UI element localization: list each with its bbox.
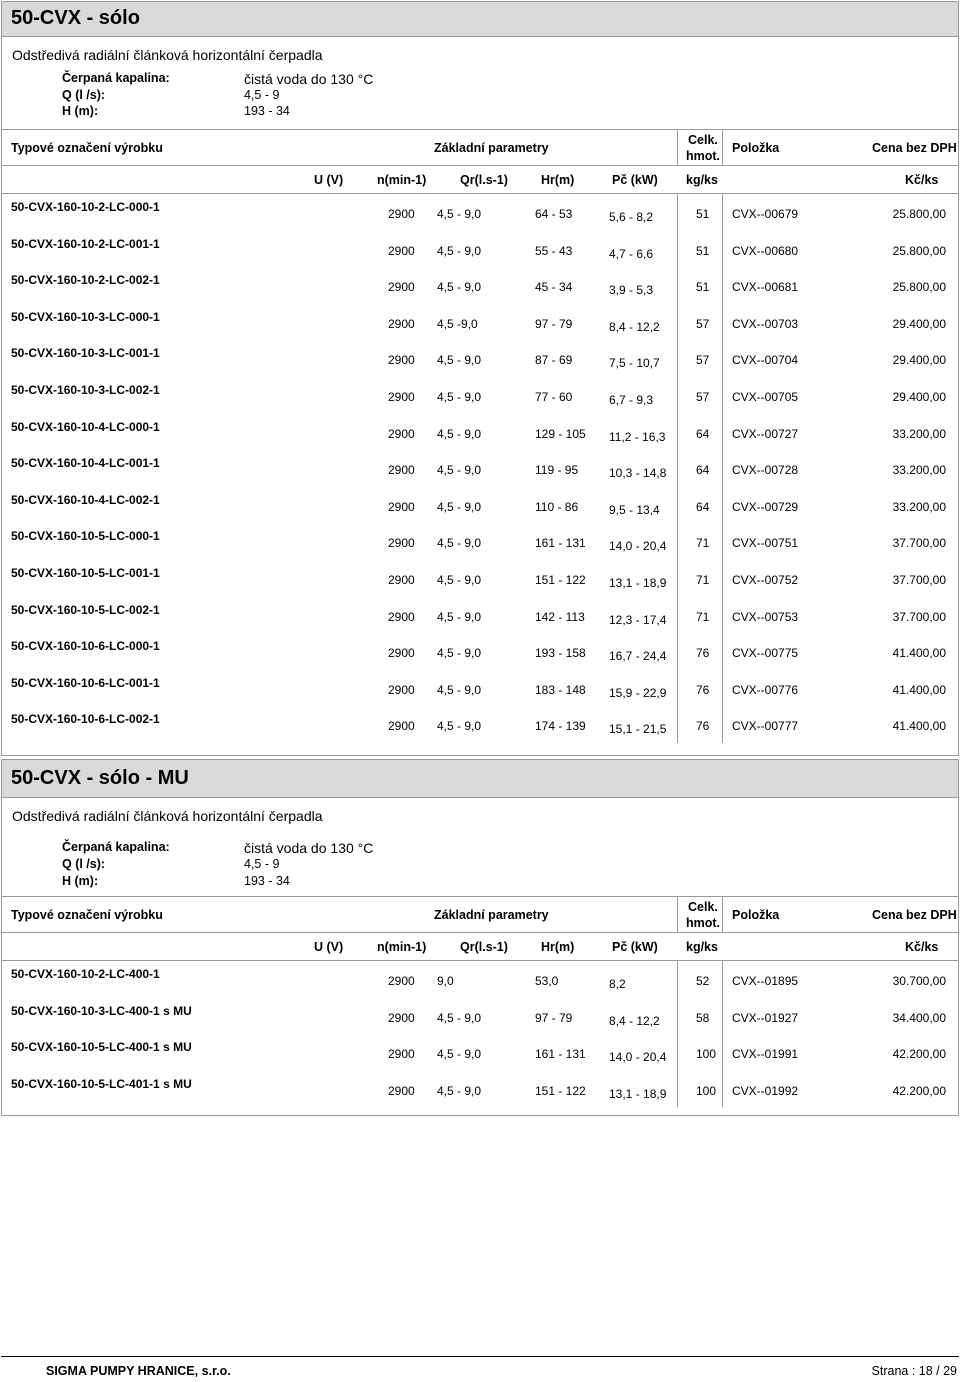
cell-item: CVX--00752 xyxy=(732,572,799,587)
header-pc: Pč (kW) xyxy=(612,173,658,187)
header-celk: Celk. xyxy=(688,133,718,147)
header-n: n(min-1) xyxy=(377,940,427,954)
prop-value-q: 4,5 - 9 xyxy=(244,88,280,102)
cell-item: CVX--00728 xyxy=(732,463,799,478)
cell-code: 50-CVX-160-10-6-LC-002-1 xyxy=(11,712,160,727)
cell-item: CVX--00776 xyxy=(732,682,799,697)
cell-item: CVX--00705 xyxy=(732,389,799,404)
header-typ: Typové označení výrobku xyxy=(11,908,163,922)
cell-u: 2900 xyxy=(388,316,415,331)
cell-code: 50-CVX-160-10-3-LC-002-1 xyxy=(11,382,160,397)
cell-p: 8,4 - 12,2 xyxy=(609,319,660,334)
cell-kg: 71 xyxy=(696,536,710,551)
cell-h: 129 - 105 xyxy=(535,426,586,441)
cell-u: 2900 xyxy=(388,1083,415,1098)
cell-kg: 76 xyxy=(696,646,710,661)
cell-kg: 64 xyxy=(696,426,710,441)
cell-kg: 100 xyxy=(696,1083,717,1098)
cell-kg: 57 xyxy=(696,316,710,331)
header-hr: Hr(m) xyxy=(541,173,575,187)
cell-code: 50-CVX-160-10-4-LC-002-1 xyxy=(11,492,160,507)
cell-h: 55 - 43 xyxy=(535,243,573,258)
cell-h: 151 - 122 xyxy=(535,572,586,587)
cell-price: 41.400,00 xyxy=(892,646,946,661)
table-row xyxy=(2,414,958,451)
cell-kg: 71 xyxy=(696,609,710,624)
cell-q: 4,5 - 9,0 xyxy=(437,719,482,734)
section-cvx-solo-mu xyxy=(1,759,959,1116)
cell-p: 15,9 - 22,9 xyxy=(609,685,667,700)
cell-q: 4,5 - 9,0 xyxy=(437,280,482,295)
cell-u: 2900 xyxy=(388,1047,415,1062)
header-kg: kg/ks xyxy=(686,940,718,954)
cell-q: 4,5 - 9,0 xyxy=(437,1083,482,1098)
cell-item: CVX--01927 xyxy=(732,1010,799,1025)
cell-code: 50-CVX-160-10-4-LC-001-1 xyxy=(11,456,160,471)
cell-p: 11,2 - 16,3 xyxy=(609,429,666,444)
prop-label-q: Q (l /s): xyxy=(62,857,106,871)
footer-company: SIGMA PUMPY HRANICE, s.r.o. xyxy=(46,1364,231,1378)
table-row xyxy=(2,1071,958,1108)
cell-code: 50-CVX-160-10-3-LC-400-1 s MU xyxy=(11,1003,192,1018)
cell-kg: 76 xyxy=(696,682,710,697)
cell-h: 142 - 113 xyxy=(535,609,585,624)
cell-kg: 51 xyxy=(696,207,710,221)
cell-p: 9,5 - 13,4 xyxy=(609,502,660,517)
properties-block xyxy=(2,63,958,116)
cell-u: 2900 xyxy=(388,207,415,221)
cell-code: 50-CVX-160-10-2-LC-000-1 xyxy=(11,200,160,214)
table-header-row-2 xyxy=(2,166,958,194)
footer-page-number: Strana : 18 / 29 xyxy=(871,1364,957,1378)
cell-h: 64 - 53 xyxy=(535,207,573,221)
cell-item: CVX--00704 xyxy=(732,353,799,368)
cell-kg: 57 xyxy=(696,353,710,368)
cell-q: 4,5 - 9,0 xyxy=(437,572,482,587)
cell-u: 2900 xyxy=(388,243,415,258)
cell-h: 45 - 34 xyxy=(535,280,573,295)
cell-price: 33.200,00 xyxy=(892,499,946,514)
table-row xyxy=(2,706,958,743)
section-subtitle: Odstředivá radiální článková horizontální čerpadla xyxy=(12,808,323,824)
cell-u: 2900 xyxy=(388,463,415,478)
cell-h: 161 - 131 xyxy=(535,1047,586,1062)
cell-h: 174 - 139 xyxy=(535,719,586,734)
table-header-row-2 xyxy=(2,933,958,961)
cell-p: 13,1 - 18,9 xyxy=(609,575,667,590)
header-hmot: hmot. xyxy=(686,149,721,163)
cell-price: 34.400,00 xyxy=(892,1010,946,1025)
table-row xyxy=(2,633,958,670)
cell-p: 14,0 - 20,4 xyxy=(609,1050,667,1065)
cell-price: 37.700,00 xyxy=(892,572,946,587)
section-subtitle: Odstředivá radiální článková horizontální čerpadla xyxy=(12,47,323,63)
header-u: U (V) xyxy=(314,940,344,954)
cell-code: 50-CVX-160-10-6-LC-000-1 xyxy=(11,639,160,654)
cell-kg: 76 xyxy=(696,719,710,734)
cell-code: 50-CVX-160-10-6-LC-001-1 xyxy=(11,675,160,690)
cell-item: CVX--00777 xyxy=(732,719,799,734)
table-row xyxy=(2,670,958,707)
header-hr: Hr(m) xyxy=(541,940,575,954)
cell-p: 6,7 - 9,3 xyxy=(609,392,654,407)
header-zakladni: Základní parametry xyxy=(434,141,549,155)
cell-price: 29.400,00 xyxy=(892,316,946,331)
table-row xyxy=(2,377,958,414)
cell-u: 2900 xyxy=(388,719,415,734)
cell-q: 4,5 - 9,0 xyxy=(437,1010,482,1025)
cell-h: 161 - 131 xyxy=(535,536,586,551)
cell-h: 119 - 95 xyxy=(535,463,579,478)
cell-q: 4,5 - 9,0 xyxy=(437,1047,482,1062)
header-kc: Kč/ks xyxy=(905,940,939,954)
table-body xyxy=(2,961,958,1107)
prop-value-liquid: čistá voda do 130 °C xyxy=(244,71,374,87)
cell-p: 12,3 - 17,4 xyxy=(609,612,667,627)
cell-price: 25.800,00 xyxy=(892,280,946,295)
cell-u: 2900 xyxy=(388,499,415,514)
cell-item: CVX--00729 xyxy=(732,499,799,514)
table-row xyxy=(2,487,958,524)
cell-price: 29.400,00 xyxy=(892,389,946,404)
cell-p: 5,6 - 8,2 xyxy=(609,210,654,224)
header-celk: Celk. xyxy=(688,900,718,914)
cell-p: 7,5 - 10,7 xyxy=(609,356,660,371)
section-title: 50-CVX - sólo xyxy=(2,2,958,37)
cell-q: 9,0 xyxy=(437,974,454,988)
cell-p: 13,1 - 18,9 xyxy=(609,1086,667,1101)
cell-h: 193 - 158 xyxy=(535,646,586,661)
cell-price: 37.700,00 xyxy=(892,609,946,624)
header-polozka: Položka xyxy=(732,908,780,922)
footer-divider xyxy=(1,1356,959,1357)
cell-q: 4,5 - 9,0 xyxy=(437,207,482,221)
table-row xyxy=(2,998,958,1035)
table-row xyxy=(2,340,958,377)
header-cena: Cena bez DPH xyxy=(872,141,957,155)
header-qr: Qr(l.s-1) xyxy=(460,173,508,187)
cell-item: CVX--00727 xyxy=(732,426,799,441)
prop-value-liquid: čistá voda do 130 °C xyxy=(244,840,374,856)
cell-kg: 51 xyxy=(696,243,710,258)
cell-q: 4,5 - 9,0 xyxy=(437,536,482,551)
cell-kg: 64 xyxy=(696,499,710,514)
prop-value-q: 4,5 - 9 xyxy=(244,857,280,871)
cell-code: 50-CVX-160-10-5-LC-400-1 s MU xyxy=(11,1040,192,1055)
cell-code: 50-CVX-160-10-5-LC-000-1 xyxy=(11,529,160,544)
table-row xyxy=(2,231,958,268)
cell-h: 77 - 60 xyxy=(535,389,573,404)
cell-price: 25.800,00 xyxy=(892,243,946,258)
table-header-row-1 xyxy=(2,896,958,933)
prop-value-h: 193 - 34 xyxy=(244,874,290,888)
cell-h: 53,0 xyxy=(535,974,559,988)
table-header-row-1 xyxy=(2,129,958,166)
cell-h: 110 - 86 xyxy=(535,499,579,514)
cell-p: 8,4 - 12,2 xyxy=(609,1013,660,1028)
cell-price: 33.200,00 xyxy=(892,426,946,441)
table-body xyxy=(2,194,958,743)
cell-item: CVX--00679 xyxy=(732,207,799,221)
section-cvx-solo xyxy=(1,1,959,756)
cell-code: 50-CVX-160-10-5-LC-401-1 s MU xyxy=(11,1076,192,1091)
prop-label-q: Q (l /s): xyxy=(62,88,106,102)
cell-code: 50-CVX-160-10-2-LC-400-1 xyxy=(11,967,160,981)
prop-label-h: H (m): xyxy=(62,874,99,888)
cell-h: 97 - 79 xyxy=(535,1010,573,1025)
cell-code: 50-CVX-160-10-5-LC-001-1 xyxy=(11,565,160,580)
cell-code: 50-CVX-160-10-2-LC-002-1 xyxy=(11,273,160,288)
cell-item: CVX--01992 xyxy=(732,1083,799,1098)
cell-u: 2900 xyxy=(388,974,415,988)
section-title: 50-CVX - sólo - MU xyxy=(2,760,958,798)
cell-q: 4,5 - 9,0 xyxy=(437,243,482,258)
cell-kg: 71 xyxy=(696,572,710,587)
cell-u: 2900 xyxy=(388,426,415,441)
cell-kg: 64 xyxy=(696,463,710,478)
cell-h: 151 - 122 xyxy=(535,1083,586,1098)
cell-price: 33.200,00 xyxy=(892,463,946,478)
prop-value-h: 193 - 34 xyxy=(244,104,290,118)
cell-price: 42.200,00 xyxy=(892,1047,946,1062)
prop-label-liquid: Čerpaná kapalina: xyxy=(62,840,170,854)
cell-u: 2900 xyxy=(388,280,415,295)
cell-h: 183 - 148 xyxy=(535,682,586,697)
header-u: U (V) xyxy=(314,173,344,187)
cell-u: 2900 xyxy=(388,389,415,404)
cell-q: 4,5 - 9,0 xyxy=(437,389,482,404)
table-row xyxy=(2,450,958,487)
cell-price: 30.700,00 xyxy=(892,974,946,988)
table-row xyxy=(2,961,958,998)
prop-label-h: H (m): xyxy=(62,104,99,118)
cell-p: 15,1 - 21,5 xyxy=(609,722,667,737)
table-row xyxy=(2,560,958,597)
cell-item: CVX--00753 xyxy=(732,609,799,624)
header-kg: kg/ks xyxy=(686,173,718,187)
cell-q: 4,5 - 9,0 xyxy=(437,682,482,697)
header-kc: Kč/ks xyxy=(905,173,939,187)
cell-q: 4,5 - 9,0 xyxy=(437,463,482,478)
cell-code: 50-CVX-160-10-4-LC-000-1 xyxy=(11,419,160,434)
cell-p: 16,7 - 24,4 xyxy=(609,649,667,664)
cell-item: CVX--00775 xyxy=(732,646,799,661)
cell-u: 2900 xyxy=(388,572,415,587)
cell-item: CVX--01991 xyxy=(732,1047,799,1062)
header-hmot: hmot. xyxy=(686,916,721,930)
table-row xyxy=(2,1034,958,1071)
prop-label-liquid: Čerpaná kapalina: xyxy=(62,71,170,85)
table-row xyxy=(2,194,958,231)
cell-p: 8,2 xyxy=(609,977,626,991)
cell-price: 37.700,00 xyxy=(892,536,946,551)
cell-p: 10,3 - 14,8 xyxy=(609,466,667,481)
header-n: n(min-1) xyxy=(377,173,427,187)
cell-item: CVX--00681 xyxy=(732,280,799,295)
cell-price: 41.400,00 xyxy=(892,719,946,734)
header-zakladni: Základní parametry xyxy=(434,908,549,922)
cell-code: 50-CVX-160-10-2-LC-001-1 xyxy=(11,236,160,251)
header-typ: Typové označení výrobku xyxy=(11,141,163,155)
cell-item: CVX--01895 xyxy=(732,974,799,988)
cell-item: CVX--00680 xyxy=(732,243,799,258)
properties-block xyxy=(2,824,958,888)
cell-q: 4,5 - 9,0 xyxy=(437,426,482,441)
cell-item: CVX--00703 xyxy=(732,316,799,331)
cell-q: 4,5 - 9,0 xyxy=(437,646,482,661)
cell-q: 4,5 - 9,0 xyxy=(437,353,482,368)
cell-q: 4,5 - 9,0 xyxy=(437,609,482,624)
cell-u: 2900 xyxy=(388,682,415,697)
cell-code: 50-CVX-160-10-3-LC-000-1 xyxy=(11,309,160,324)
cell-price: 42.200,00 xyxy=(892,1083,946,1098)
header-polozka: Položka xyxy=(732,141,780,155)
cell-q: 4,5 -9,0 xyxy=(437,316,478,331)
cell-code: 50-CVX-160-10-5-LC-002-1 xyxy=(11,602,160,617)
cell-u: 2900 xyxy=(388,609,415,624)
cell-item: CVX--00751 xyxy=(732,536,799,551)
cell-u: 2900 xyxy=(388,536,415,551)
cell-kg: 52 xyxy=(696,974,710,988)
cell-q: 4,5 - 9,0 xyxy=(437,499,482,514)
cell-u: 2900 xyxy=(388,353,415,368)
cell-u: 2900 xyxy=(388,1010,415,1025)
table-row xyxy=(2,523,958,560)
cell-kg: 51 xyxy=(696,280,710,295)
cell-u: 2900 xyxy=(388,646,415,661)
cell-p: 3,9 - 5,3 xyxy=(609,283,654,298)
header-pc: Pč (kW) xyxy=(612,940,658,954)
table-row xyxy=(2,304,958,341)
cell-p: 14,0 - 20,4 xyxy=(609,539,667,554)
header-cena: Cena bez DPH xyxy=(872,908,957,922)
table-row xyxy=(2,597,958,634)
cell-kg: 58 xyxy=(696,1010,710,1025)
table-row xyxy=(2,267,958,304)
cell-price: 41.400,00 xyxy=(892,682,946,697)
cell-kg: 100 xyxy=(696,1047,717,1062)
cell-code: 50-CVX-160-10-3-LC-001-1 xyxy=(11,346,160,361)
cell-price: 29.400,00 xyxy=(892,353,946,368)
cell-kg: 57 xyxy=(696,389,710,404)
cell-p: 4,7 - 6,6 xyxy=(609,246,654,261)
cell-price: 25.800,00 xyxy=(892,207,946,221)
cell-h: 87 - 69 xyxy=(535,353,573,368)
cell-h: 97 - 79 xyxy=(535,316,573,331)
header-qr: Qr(l.s-1) xyxy=(460,940,508,954)
